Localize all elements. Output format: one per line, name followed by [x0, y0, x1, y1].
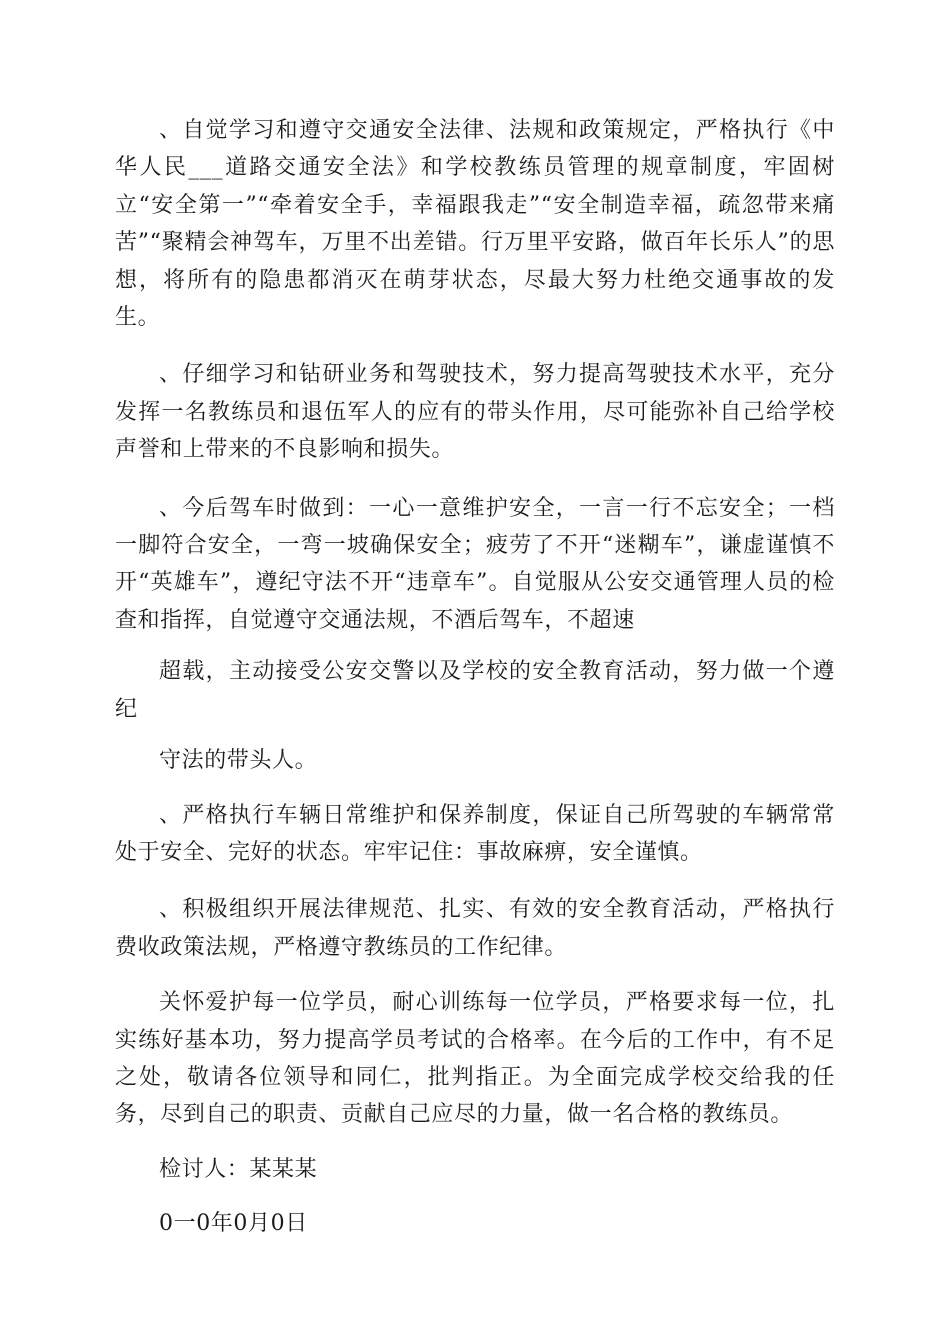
paragraph-driving-skills: 、仔细学习和钻研业务和驾驶技术，努力提高驾驶技术水平，充分发挥一名教练员和退伍军人的应有的带头作用，尽可能弥补自己给学校声誉和上带来的不良影响和损失。: [115, 362, 835, 463]
date-line: 0一0年0月0日: [159, 1211, 308, 1237]
paragraph-safety-education: 、积极组织开展法律规范、扎实、有效的安全教育活动，严格执行费收政策法规，严格遵守教练员的工作纪律。: [115, 897, 835, 960]
paragraph-safety-laws: 、自觉学习和遵守交通安全法律、法规和政策规定，严格执行《中华人民___道路交通安全法》和学校教练员管理的规章制度，牢固树立“安全第一”“牵着安全手，幸福跟我走”“安全制造幸福，疏忽带来痛苦”“聚精会神驾车，万里不出差错。行万里平安路，做百年长乐人”的思想，将所有的隐患都消灭在萌芽状态，尽最大努力杜绝交通事故的发生。: [115, 118, 835, 331]
paragraph-leader-continuation: 守法的带头人。: [159, 748, 318, 774]
document-body: [115, 112, 835, 1243]
paragraph-student-care: 关怀爱护每一位学员，耐心训练每一位学员，严格要求每一位，扎实练好基本功，努力提高学员考试的合格率。在今后的工作中，有不足之处，敬请各位领导和同仁，批判指正。为全面完成学校交给我的任务，尽到自己的职责、贡献自己应尽的力量，做一名合格的教练员。: [115, 990, 835, 1128]
paragraph-overload-continuation: 超载，主动接受公安交警以及学校的安全教育活动，努力做一个遵纪: [115, 659, 835, 722]
paragraph-vehicle-maintenance: 、严格执行车辆日常维护和保养制度，保证自己所驾驶的车辆常常处于安全、完好的状态。牢牢记住：事故麻痹，安全谨慎。: [115, 802, 835, 865]
signature-line: 检讨人：某某某: [159, 1156, 318, 1182]
paragraph-driving-conduct: 、今后驾车时做到：一心一意维护安全，一言一行不忘安全；一档一脚符合安全，一弯一坡确保安全；疲劳了不开“迷糊车”，谦虚谨慎不开“英雄车”，遵纪守法不开“违章车”。自觉服从公安交通管理人员的检查和指挥，自觉遵守交通法规，不酒后驾车，不超速: [115, 495, 835, 633]
